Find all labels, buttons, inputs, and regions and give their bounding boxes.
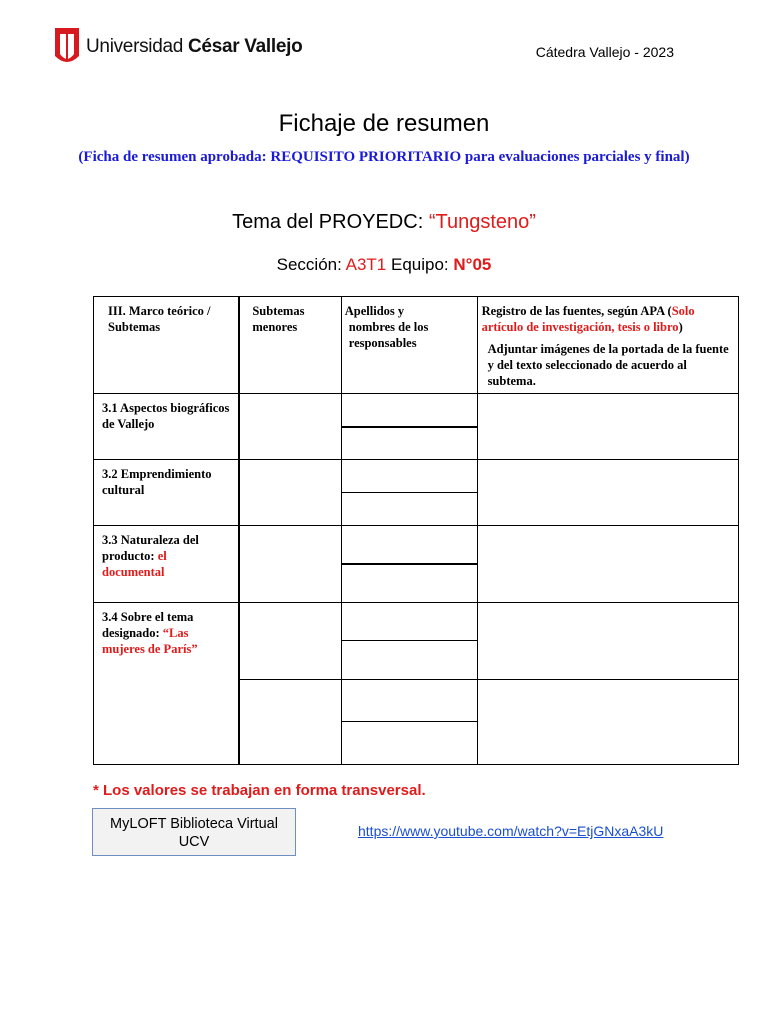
myloft-button[interactable]: MyLOFT Biblioteca Virtual UCV: [92, 808, 296, 856]
responsable-cell[interactable]: [341, 427, 477, 460]
seccion-label: Sección:: [276, 255, 346, 274]
subtema-cell[interactable]: [239, 603, 341, 680]
responsable-cell[interactable]: [341, 526, 477, 564]
table-row: [94, 460, 739, 493]
table-header-row: [94, 297, 739, 394]
table-row: [94, 394, 739, 427]
subtema-cell[interactable]: [239, 680, 341, 765]
registro-cell[interactable]: [477, 603, 738, 680]
responsable-cell[interactable]: [341, 641, 477, 680]
header-catedra: Cátedra Vallejo - 2023: [535, 44, 674, 60]
responsable-cell[interactable]: [341, 493, 477, 526]
seccion-line: [0, 255, 768, 275]
subtema-cell[interactable]: [239, 394, 341, 460]
page-title: Fichaje de resumen: [278, 110, 490, 137]
university-logo: [54, 26, 302, 68]
row-label-3-4: 3.4 Sobre el tema designado: “Las mujeres de París”: [94, 603, 240, 765]
tema-value: “Tungsteno”: [428, 211, 536, 233]
fichaje-table: [93, 296, 739, 765]
responsable-cell[interactable]: [341, 680, 477, 722]
header-subtemas-menores: Subtemas menores: [239, 297, 341, 394]
responsable-cell[interactable]: [341, 603, 477, 641]
row-label-3-2: 3.2 Emprendimiento cultural: [94, 460, 240, 526]
equipo-value: N°05: [453, 255, 492, 274]
header-registro-fuentes: Registro de las fuentes, según APA (Solo artículo de investigación, tesis o libro) Adjuntar imágenes de la portada de la fuente y del texto seleccionado de acuerdo al subtema.: [477, 297, 738, 394]
responsable-cell[interactable]: [341, 460, 477, 493]
page-subtitle: (Ficha de resumen aprobada: REQUISITO PRIORITARIO para evaluaciones parciales y final): [78, 149, 690, 165]
subtema-cell[interactable]: [239, 526, 341, 603]
responsable-cell[interactable]: [341, 722, 477, 765]
responsable-cell[interactable]: [341, 394, 477, 427]
header-marco-teorico: III. Marco teórico / Subtemas: [94, 297, 240, 394]
ucv-shield-icon: [54, 26, 80, 68]
registro-cell[interactable]: [477, 460, 738, 526]
row-label-3-3: 3.3 Naturaleza del producto: el documental: [94, 526, 240, 603]
registro-cell[interactable]: [477, 680, 738, 765]
table-row: [94, 603, 739, 641]
row-label-3-1: 3.1 Aspectos biográficos de Vallejo: [94, 394, 240, 460]
seccion-value: A3T1: [345, 255, 387, 274]
youtube-link[interactable]: https://www.youtube.com/watch?v=EtjGNxaA3kU: [358, 823, 664, 839]
tema-label: Tema del PROYEDC:: [232, 211, 429, 233]
subtema-cell[interactable]: [239, 460, 341, 526]
table-row: [94, 526, 739, 564]
registro-cell[interactable]: [477, 526, 738, 603]
responsable-cell[interactable]: [341, 564, 477, 603]
transversal-note: * Los valores se trabajan en forma transversal.: [93, 782, 426, 799]
registro-cell[interactable]: [477, 394, 738, 460]
tema-line: [0, 211, 768, 234]
header-responsables: Apellidos y nombres de los responsables: [341, 297, 477, 394]
equipo-label: Equipo:: [386, 255, 454, 274]
logo-wordmark: Universidad César Vallejo: [86, 36, 303, 57]
